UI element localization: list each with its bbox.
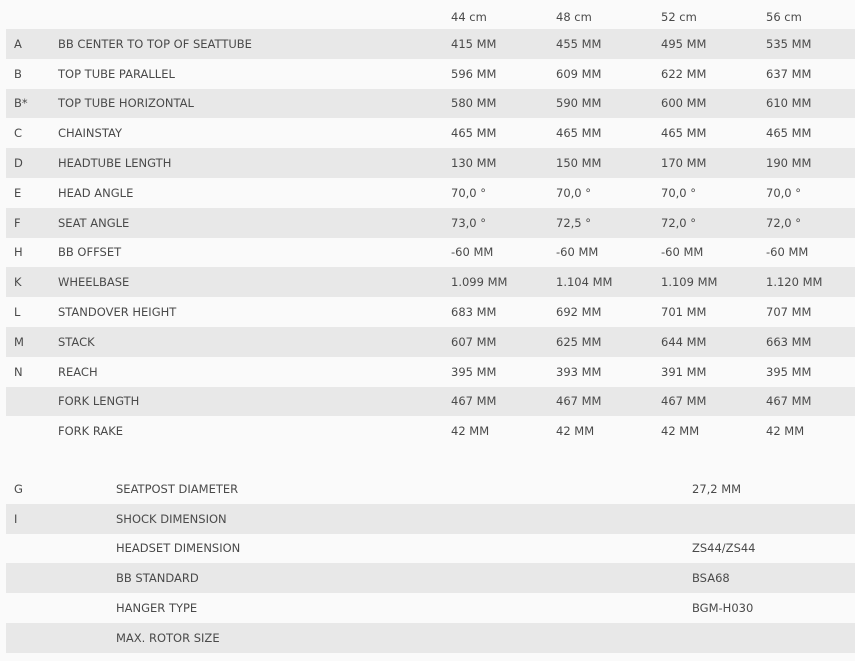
row-value: 610 MM <box>766 96 812 111</box>
row-value: 42 MM <box>451 424 490 439</box>
row-value: 465 MM <box>556 126 602 141</box>
row-value: 637 MM <box>766 66 812 81</box>
size-header: 48 cm <box>556 9 592 24</box>
row-value: 1.104 MM <box>556 275 613 290</box>
size-header: 44 cm <box>451 9 487 24</box>
row-label: FORK RAKE <box>58 424 124 439</box>
detail-label: BB STANDARD <box>116 571 199 586</box>
table-row <box>6 563 855 593</box>
row-key: L <box>14 305 21 320</box>
table-row <box>6 208 855 238</box>
row-value: -60 MM <box>661 245 704 260</box>
row-key: B <box>14 66 22 81</box>
row-value: 535 MM <box>766 36 812 51</box>
row-key: F <box>14 215 21 230</box>
row-label: TOP TUBE PARALLEL <box>58 66 175 81</box>
row-key: B* <box>14 96 28 111</box>
row-label: BB CENTER TO TOP OF SEATTUBE <box>58 36 252 51</box>
row-value: 467 MM <box>451 394 497 409</box>
row-value: 1.109 MM <box>661 275 718 290</box>
detail-label: SEATPOST DIAMETER <box>116 481 239 496</box>
row-key: M <box>14 334 24 349</box>
row-value: 42 MM <box>556 424 595 439</box>
detail-label: SHOCK DIMENSION <box>116 511 227 526</box>
row-value: 1.120 MM <box>766 275 823 290</box>
row-value: 701 MM <box>661 305 707 320</box>
table-row <box>6 534 855 564</box>
row-value: 467 MM <box>661 394 707 409</box>
row-value: 72,5 ° <box>556 215 592 230</box>
row-label: STANDOVER HEIGHT <box>58 305 177 320</box>
row-value: 1.099 MM <box>451 275 508 290</box>
row-value: 70,0 ° <box>661 185 697 200</box>
row-value: 600 MM <box>661 96 707 111</box>
row-value: 72,0 ° <box>661 215 697 230</box>
row-label: REACH <box>58 364 98 379</box>
detail-value: 27,2 MM <box>692 481 742 496</box>
row-key: K <box>14 275 22 290</box>
detail-key: I <box>14 511 18 526</box>
geometry-table <box>6 0 855 446</box>
row-value: 42 MM <box>661 424 700 439</box>
row-value: 590 MM <box>556 96 602 111</box>
row-label: FORK LENGTH <box>58 394 140 409</box>
detail-label: HEADSET DIMENSION <box>116 541 241 556</box>
row-value: 465 MM <box>766 126 812 141</box>
size-header: 52 cm <box>661 9 697 24</box>
row-value: 70,0 ° <box>451 185 487 200</box>
detail-label: HANGER TYPE <box>116 601 198 616</box>
row-value: 663 MM <box>766 334 812 349</box>
row-key: H <box>14 245 23 260</box>
table-row <box>6 593 855 623</box>
row-value: 625 MM <box>556 334 602 349</box>
details-table <box>6 474 855 653</box>
row-value: 644 MM <box>661 334 707 349</box>
row-label: WHEELBASE <box>58 275 130 290</box>
row-value: 170 MM <box>661 156 707 171</box>
row-value: 72,0 ° <box>766 215 802 230</box>
row-value: 42 MM <box>766 424 805 439</box>
row-value: 607 MM <box>451 334 497 349</box>
row-value: 580 MM <box>451 96 497 111</box>
table-row <box>6 238 855 268</box>
table-row <box>6 29 855 59</box>
table-row <box>6 387 855 417</box>
table-row <box>6 474 855 504</box>
row-value: 622 MM <box>661 66 707 81</box>
row-value: 707 MM <box>766 305 812 320</box>
row-value: 467 MM <box>556 394 602 409</box>
table-row <box>6 297 855 327</box>
row-key: E <box>14 185 22 200</box>
table-row <box>6 89 855 119</box>
row-key: C <box>14 126 23 141</box>
table-row <box>6 267 855 297</box>
row-key: D <box>14 156 23 171</box>
table-row <box>6 327 855 357</box>
size-header: 56 cm <box>766 9 802 24</box>
row-value: 465 MM <box>661 126 707 141</box>
details-body <box>6 474 855 653</box>
table-row <box>6 357 855 387</box>
geometry-body <box>6 29 855 446</box>
row-label: HEAD ANGLE <box>58 185 134 200</box>
row-value: 465 MM <box>451 126 497 141</box>
row-value: 130 MM <box>451 156 497 171</box>
row-value: 683 MM <box>451 305 497 320</box>
row-value: 393 MM <box>556 364 602 379</box>
row-value: 395 MM <box>766 364 812 379</box>
row-value: -60 MM <box>451 245 494 260</box>
row-value: 467 MM <box>766 394 812 409</box>
row-label: STACK <box>58 334 95 349</box>
detail-value: BSA68 <box>692 571 730 586</box>
row-value: 190 MM <box>766 156 812 171</box>
table-row <box>6 416 855 446</box>
row-value: 692 MM <box>556 305 602 320</box>
row-key: N <box>14 364 23 379</box>
geometry-header-row <box>6 0 855 29</box>
row-value: 150 MM <box>556 156 602 171</box>
row-value: 596 MM <box>451 66 497 81</box>
table-row <box>6 59 855 89</box>
row-value: 70,0 ° <box>556 185 592 200</box>
table-row <box>6 118 855 148</box>
table-row <box>6 504 855 534</box>
table-row <box>6 148 855 178</box>
row-label: BB OFFSET <box>58 245 122 260</box>
detail-value: BGM-H030 <box>692 601 754 616</box>
row-value: 395 MM <box>451 364 497 379</box>
detail-value: ZS44/ZS44 <box>692 541 756 556</box>
row-value: 391 MM <box>661 364 707 379</box>
row-label: SEAT ANGLE <box>58 215 130 230</box>
row-label: CHAINSTAY <box>58 126 122 141</box>
row-value: 415 MM <box>451 36 497 51</box>
table-row <box>6 623 855 653</box>
row-value: 70,0 ° <box>766 185 802 200</box>
detail-key: G <box>14 481 23 496</box>
row-key: A <box>14 36 22 51</box>
row-value: 495 MM <box>661 36 707 51</box>
row-value: 455 MM <box>556 36 602 51</box>
row-value: -60 MM <box>556 245 599 260</box>
row-value: 609 MM <box>556 66 602 81</box>
table-row <box>6 178 855 208</box>
row-label: TOP TUBE HORIZONTAL <box>58 96 194 111</box>
row-value: -60 MM <box>766 245 809 260</box>
detail-label: MAX. ROTOR SIZE <box>116 630 220 645</box>
row-value: 73,0 ° <box>451 215 487 230</box>
row-label: HEADTUBE LENGTH <box>58 156 172 171</box>
